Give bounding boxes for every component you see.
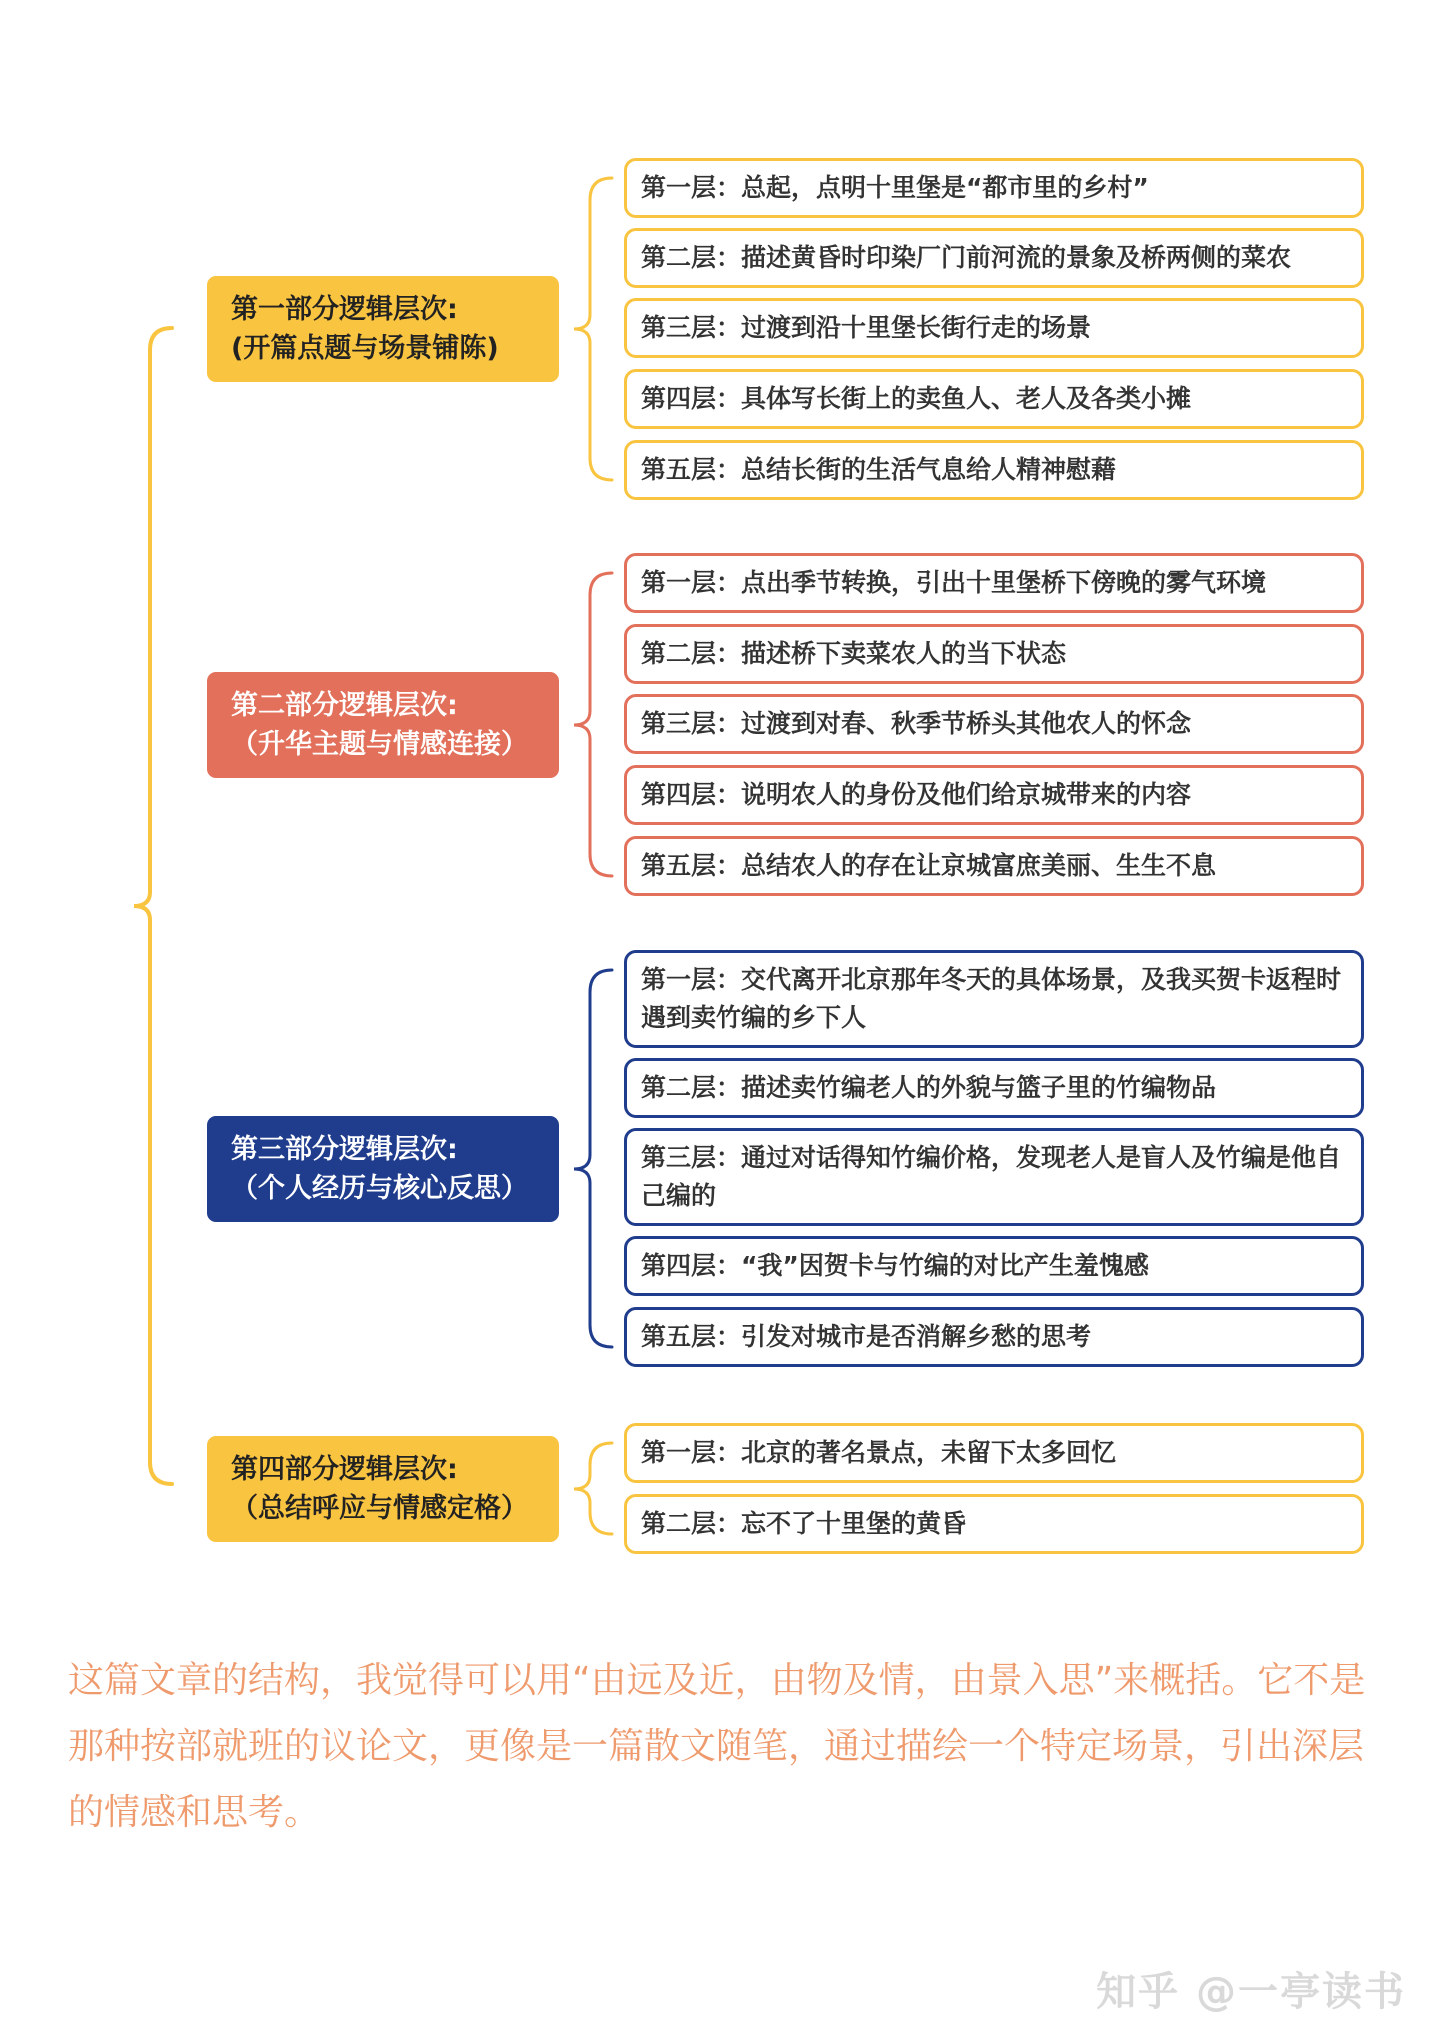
part-2-bracket [574, 573, 612, 876]
part-2-box [207, 672, 559, 778]
part-2-layer-3 [624, 694, 1364, 754]
layer-text: 第一层：北京的著名景点，未留下太多回忆 [641, 1438, 1117, 1467]
part-4-layer-1 [624, 1423, 1364, 1483]
part-subtitle: (开篇点题与场景铺陈) [231, 333, 499, 364]
part-4-layer-2 [624, 1494, 1364, 1554]
layer-text: 第二层：描述卖竹编老人的外貌与篮子里的竹编物品 [641, 1073, 1217, 1102]
layer-text: 第四层：说明农人的身份及他们给京城带来的内容 [641, 780, 1192, 809]
part-title: 第一部分逻辑层次: [231, 294, 458, 325]
layer-text: 第三层：过渡到沿十里堡长街行走的场景 [641, 313, 1092, 342]
layer-text: 第二层：忘不了十里堡的黄昏 [641, 1509, 967, 1538]
part-2-layer-5 [624, 836, 1364, 896]
layer-text: 第四层：“我”因贺卡与竹编的对比产生羞愧感 [641, 1251, 1149, 1280]
layer-text: 第三层：过渡到对春、秋季节桥头其他农人的怀念 [641, 709, 1192, 738]
main-bracket [134, 328, 172, 1484]
part-2-layer-4 [624, 765, 1364, 825]
part-2-layer-2 [624, 624, 1364, 684]
part-1-layer-2 [624, 228, 1364, 288]
part-3-layer-5 [624, 1307, 1364, 1367]
summary-paragraph: 这篇文章的结构，我觉得可以用“由远及近，由物及情，由景入思”来概括。它不是那种按部就班的议论文，更像是一篇散文随笔，通过描绘一个特定场景，引出深层的情感和思考。 [68, 1660, 1366, 1833]
part-3-layer-4 [624, 1236, 1364, 1296]
layer-text: 第四层：具体写长街上的卖鱼人、老人及各类小摊 [641, 384, 1192, 413]
part-3-box [207, 1116, 559, 1222]
part-1-box [207, 276, 559, 382]
layer-text: 第五层：引发对城市是否消解乡愁的思考 [641, 1322, 1092, 1351]
layer-text: 第三层：通过对话得知竹编价格，发现老人是盲人及竹编是他自己编的 [641, 1143, 1342, 1210]
watermark-text: 知乎 @一亭读书 [1096, 1969, 1406, 2015]
layer-text: 第一层：总起，点明十里堡是“都市里的乡村” [641, 173, 1149, 202]
part-4-bracket [574, 1443, 612, 1534]
part-1-layer-1 [624, 158, 1364, 218]
part-3-layer-3 [624, 1128, 1364, 1226]
layer-text: 第二层：描述黄昏时印染厂门前河流的景象及桥两侧的菜农 [641, 243, 1292, 272]
part-3-bracket [574, 970, 612, 1347]
part-1-layer-5 [624, 440, 1364, 500]
layer-text: 第五层：总结农人的存在让京城富庶美丽、生生不息 [641, 851, 1217, 880]
part-4-box [207, 1436, 559, 1542]
part-subtitle: （总结呼应与情感定格） [231, 1493, 528, 1524]
layer-text: 第二层：描述桥下卖菜农人的当下状态 [641, 639, 1067, 668]
layer-text: 第五层：总结长街的生活气息给人精神慰藉 [641, 455, 1117, 484]
part-1-layer-4 [624, 369, 1364, 429]
part-2-layer-1 [624, 553, 1364, 613]
part-3-layer-2 [624, 1058, 1364, 1118]
part-1-layer-3 [624, 298, 1364, 358]
part-subtitle: （个人经历与核心反思） [231, 1173, 528, 1204]
layer-text: 第一层：交代离开北京那年冬天的具体场景，及我买贺卡返程时遇到卖竹编的乡下人 [641, 965, 1342, 1032]
layer-text: 第一层：点出季节转换，引出十里堡桥下傍晚的雾气环境 [641, 568, 1267, 597]
part-title: 第二部分逻辑层次: [231, 690, 458, 721]
part-title: 第三部分逻辑层次: [231, 1134, 458, 1165]
part-1-bracket [574, 178, 612, 480]
part-3-layer-1 [624, 950, 1364, 1048]
part-title: 第四部分逻辑层次: [231, 1454, 458, 1485]
part-subtitle: （升华主题与情感连接） [231, 729, 528, 760]
